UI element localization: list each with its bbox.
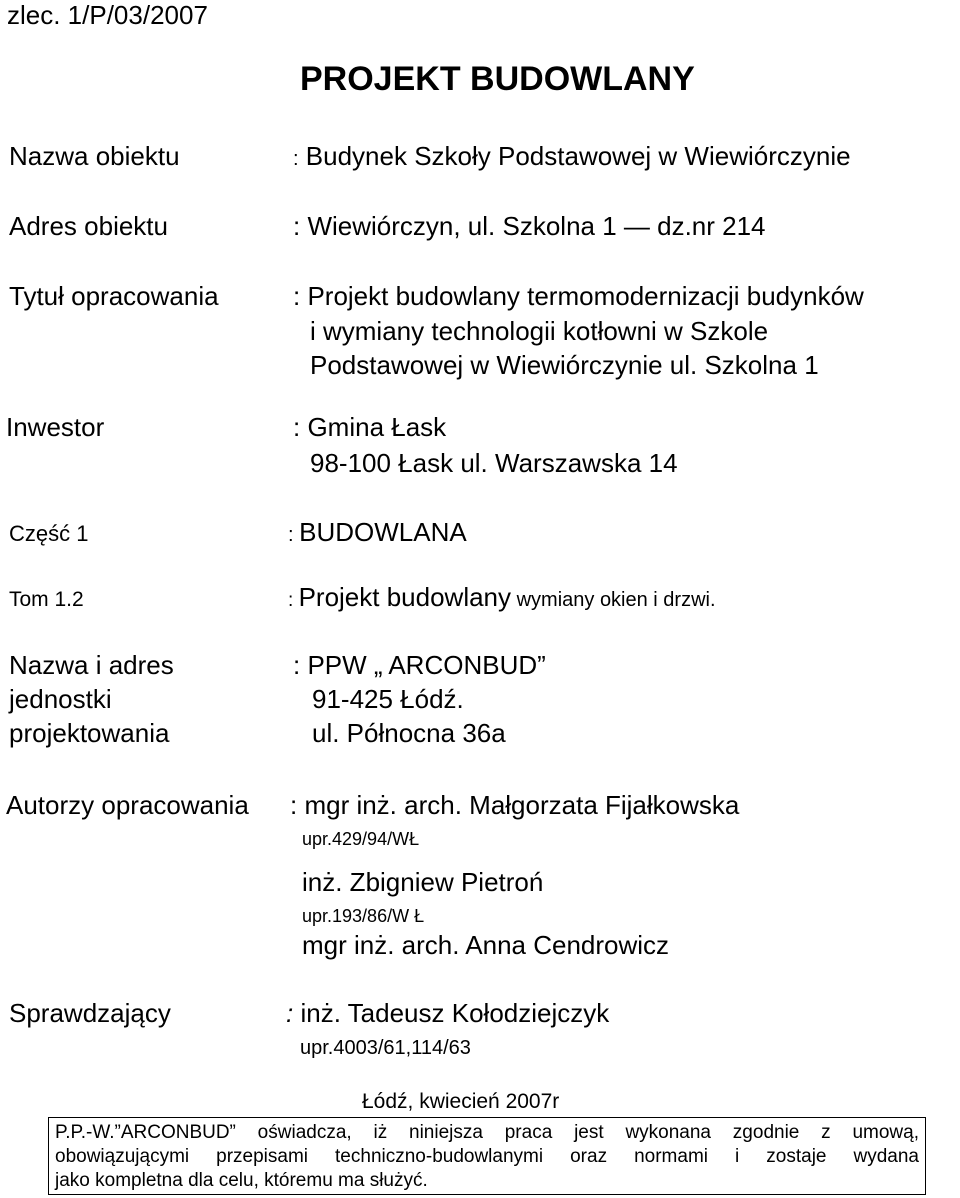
author-1-name: : mgr inż. arch. Małgorzata Fijałkowska bbox=[290, 790, 740, 820]
study-title-line-2: i wymiany technologii kotłowni w Szkole bbox=[310, 316, 769, 346]
designer-line-2: 91-425 Łódź. bbox=[312, 684, 464, 714]
notice-line-3: jako kompletna dla celu, któremu ma służyć. bbox=[55, 1170, 428, 1191]
designer-line-1: : PPW „ ARCONBUD” bbox=[293, 650, 546, 680]
designer-label-line-3: projektowania bbox=[9, 718, 170, 748]
investor-line-1: : Gmina Łask bbox=[293, 412, 447, 442]
checker-colon: : bbox=[286, 998, 294, 1028]
checker-license: upr.4003/61,114/63 bbox=[300, 1037, 471, 1059]
checker-label: Sprawdzający bbox=[9, 998, 171, 1028]
study-title-label: Tytuł opracowania bbox=[9, 281, 219, 311]
volume-main: Projekt budowlany bbox=[298, 582, 512, 612]
authors-label: Autorzy opracowania bbox=[6, 790, 249, 820]
volume-small: wymiany okien i drzwi. bbox=[511, 589, 716, 611]
place-date: Łódź, kwiecień 2007r bbox=[362, 1090, 560, 1113]
object-name-value: : Budynek Szkoły Podstawowej w Wiewiórczynie bbox=[293, 141, 851, 171]
object-address-value: : Wiewiórczyn, ul. Szkolna 1 — dz.nr 214 bbox=[293, 211, 766, 241]
object-address-label: Adres obiektu bbox=[9, 211, 168, 241]
study-title-line-1: : Projekt budowlany termomodernizacji budynków bbox=[293, 281, 864, 311]
page-title: PROJEKT BUDOWLANY bbox=[300, 60, 695, 98]
volume-prefix: : bbox=[288, 590, 299, 611]
notice-line-2: obowiązującymi przepisami techniczno-budowlanymi oraz normami i zostaje wydana bbox=[55, 1146, 919, 1167]
part-value-text: BUDOWLANA bbox=[299, 517, 467, 547]
order-number: zlec. 1/P/03/2007 bbox=[7, 0, 208, 30]
author-2-license: upr.193/86/W Ł bbox=[302, 906, 425, 926]
designer-line-3: ul. Północna 36a bbox=[312, 718, 506, 748]
checker-name bbox=[286, 1000, 609, 1026]
study-title-line-3: Podstawowej w Wiewiórczynie ul. Szkolna 1 bbox=[310, 350, 819, 380]
investor-label: Inwestor bbox=[6, 412, 105, 442]
notice-line-1: P.P.-W.”ARCONBUD” oświadcza, iż niniejsza praca jest wykonana zgodnie z umową, bbox=[55, 1122, 919, 1143]
part-label: Część 1 bbox=[9, 521, 89, 546]
designer-label-line-1: Nazwa i adres bbox=[9, 650, 174, 680]
volume-label: Tom 1.2 bbox=[9, 588, 84, 611]
checker-name-text: inż. Tadeusz Kołodziejczyk bbox=[293, 998, 610, 1028]
part-value: : BUDOWLANA bbox=[288, 517, 467, 547]
designer-label-line-2: jednostki bbox=[9, 684, 112, 714]
author-1-license: upr.429/94/WŁ bbox=[302, 829, 420, 849]
author-3-name: mgr inż. arch. Anna Cendrowicz bbox=[302, 930, 670, 960]
object-name-label: Nazwa obiektu bbox=[9, 141, 180, 171]
notice-box bbox=[48, 1117, 926, 1195]
investor-line-2: 98-100 Łask ul. Warszawska 14 bbox=[310, 448, 678, 478]
author-2-name: inż. Zbigniew Pietroń bbox=[302, 867, 544, 897]
object-name-text: Budynek Szkoły Podstawowej w Wiewiórczynie bbox=[298, 141, 851, 171]
volume-value bbox=[288, 584, 716, 610]
